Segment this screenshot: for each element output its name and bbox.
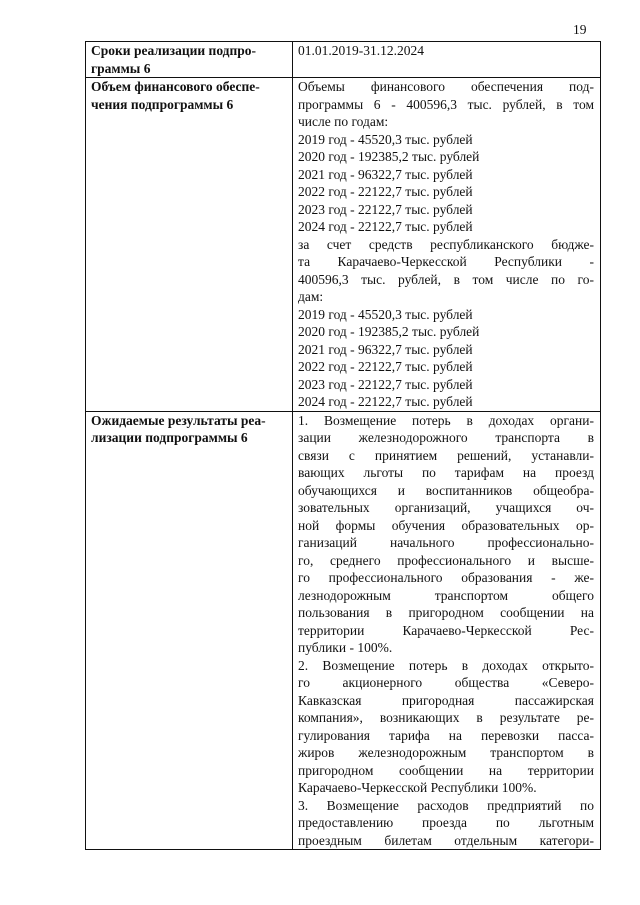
result-item-3-line: предоставлению проезда по льготным — [298, 815, 594, 830]
result-item-2-line: 2. Возмещение потерь в доходах открыто- — [298, 657, 594, 673]
funding-label-line: чения подпрограммы 6 — [91, 96, 234, 112]
table-row-terms — [86, 42, 601, 78]
result-item-3 — [298, 797, 594, 850]
funding-republic-line: та Карачаево-Черкесской Республики - — [298, 254, 594, 269]
result-item-1-line: ганизаций начального профессионально- — [298, 535, 594, 550]
funding-republic-line: 400596,3 тыс. рублей, в том числе по го- — [298, 271, 594, 287]
table-row-results — [86, 411, 601, 850]
funding-republic-line: дам: — [298, 289, 324, 304]
funding-republic-year-line: 2022 год - 22122,7 тыс. рублей — [298, 359, 473, 374]
funding-republic-line: за счет средств республиканского бюдже- — [298, 236, 594, 252]
table-row-funding — [86, 78, 601, 412]
result-item-2-line: го акционерного общества «Северо- — [298, 675, 594, 690]
result-item-3-line: 3. Возмещение расходов предприятий по — [298, 797, 594, 813]
result-item-1-line: зовательных организаций, учащихся оч- — [298, 500, 594, 515]
result-item-3-line: проездным билетам отдельным категори- — [298, 832, 594, 848]
result-item-2-line: жиров железнодорожным транспортом в — [298, 745, 594, 760]
result-item-1-line: 1. Возмещение потерь в доходах органи- — [298, 412, 594, 428]
result-item-1-line: зации железнодорожного транспорта в — [298, 430, 594, 445]
funding-year-line: 2019 год - 45520,3 тыс. рублей — [298, 131, 473, 147]
result-item-1-line: связи с принятием решений, устанавли- — [298, 447, 594, 463]
terms-label-line: граммы 6 — [91, 60, 151, 76]
funding-intro-line: числе по годам: — [298, 114, 389, 129]
funding-value — [293, 78, 601, 412]
funding-year-line: 2022 год - 22122,7 тыс. рублей — [298, 184, 473, 199]
results-value — [293, 411, 601, 850]
result-item-1-line: вающих льготы по тарифам на проезд — [298, 465, 594, 480]
results-label-line: лизации подпрограммы 6 — [91, 430, 248, 445]
result-item-1-line: обучающихся и воспитанников общеобра- — [298, 482, 594, 498]
funding-republic-year-line: 2024 год - 22122,7 тыс. рублей — [298, 394, 473, 409]
funding-intro-line: Объемы финансового обеспечения под- — [298, 79, 594, 94]
result-item-2-line: компания», возникающих в результате ре- — [298, 710, 594, 725]
funding-label-line: Объем финансового обеспе- — [91, 79, 260, 94]
result-item-2-line: Карачаево-Черкесской Республики 100%. — [298, 780, 537, 795]
result-item-1-line: лезнодорожным транспортом общего — [298, 587, 594, 603]
results-label — [86, 411, 293, 850]
funding-year-line: 2024 год - 22122,7 тыс. рублей — [298, 219, 473, 234]
result-item-1-line: пользования в пригородном сообщении на — [298, 605, 594, 620]
funding-republic-year-line: 2020 год - 192385,2 тыс. рублей — [298, 324, 480, 339]
terms-value-text: 01.01.2019-31.12.2024 — [298, 43, 424, 58]
terms-value — [293, 42, 601, 78]
result-item-1 — [298, 412, 594, 657]
terms-label-line: Сроки реализации подпро- — [91, 43, 257, 58]
funding-republic-year-line: 2023 год - 22122,7 тыс. рублей — [298, 376, 473, 392]
subprogram-passport-table — [85, 41, 601, 850]
result-item-2-line: пригородном сообщении на территории — [298, 762, 594, 778]
result-item-1-line: территории Карачаево-Черкесской Рес- — [298, 622, 594, 638]
result-item-1-line: го, среднего профессионального и высше- — [298, 552, 594, 568]
terms-label — [86, 42, 293, 78]
result-item-1-line: го профессионального образования - же- — [298, 570, 594, 585]
page-number: 19 — [573, 22, 587, 37]
result-item-2-line: Кавказская пригородная пассажирская — [298, 692, 594, 708]
funding-year-line: 2023 год - 22122,7 тыс. рублей — [298, 201, 473, 217]
funding-republic-year-line: 2019 год - 45520,3 тыс. рублей — [298, 306, 473, 322]
results-label-line: Ожидаемые результаты реа- — [91, 412, 266, 428]
result-item-1-line: публики - 100%. — [298, 640, 393, 655]
funding-intro-line: программы 6 - 400596,3 тыс. рублей, в том — [298, 96, 594, 112]
funding-label — [86, 78, 293, 412]
result-item-2-line: гулирования тарифа на перевозки пасса- — [298, 727, 594, 743]
funding-year-line: 2020 год - 192385,2 тыс. рублей — [298, 149, 480, 164]
funding-republic-year-line: 2021 год - 96322,7 тыс. рублей — [298, 341, 473, 357]
result-item-2 — [298, 657, 594, 797]
funding-year-line: 2021 год - 96322,7 тыс. рублей — [298, 166, 473, 182]
result-item-1-line: ной формы обучения образовательных ор- — [298, 517, 594, 533]
